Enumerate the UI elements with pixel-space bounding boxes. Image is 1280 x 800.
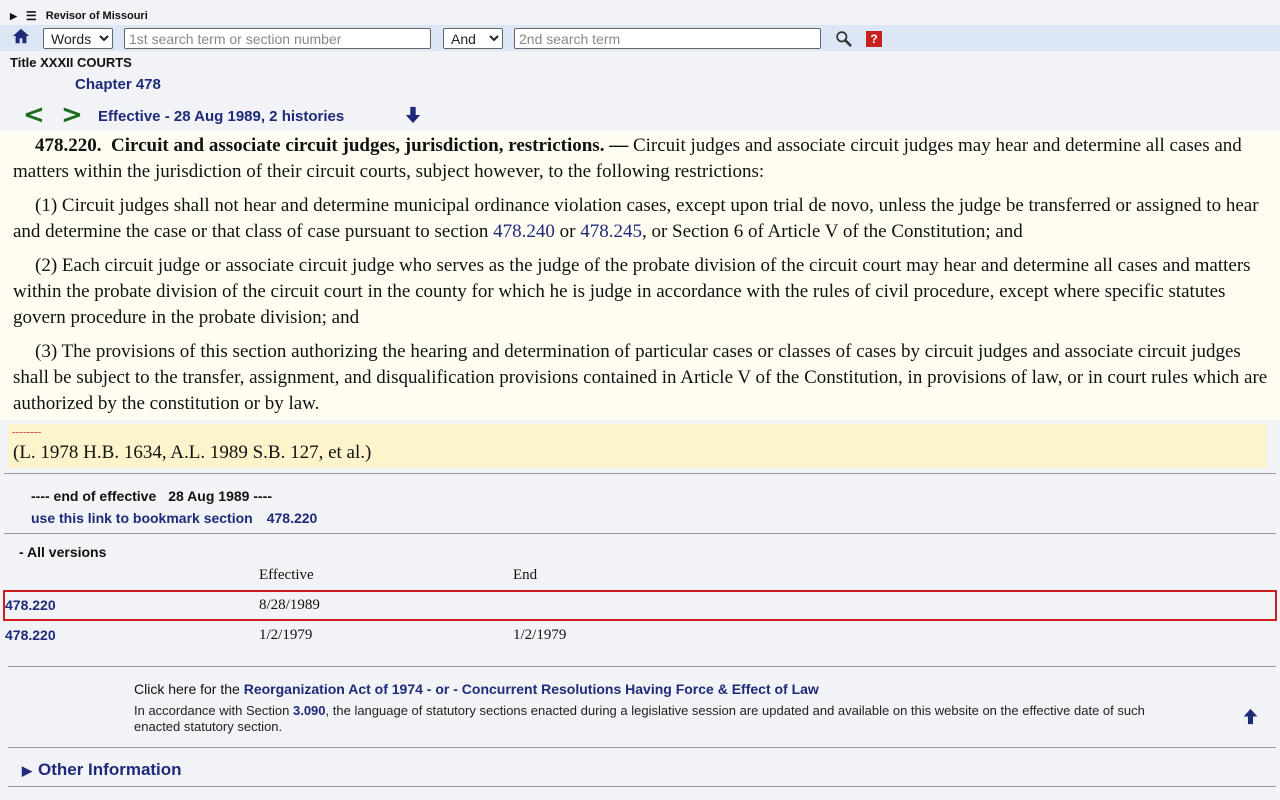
first-search-term-input[interactable] [124,28,431,49]
column-header-effective: Effective [259,567,314,583]
home-icon[interactable] [12,27,30,45]
bookmark-link[interactable] [31,510,317,526]
menu-icon[interactable]: ☰ [25,9,37,23]
section-number: 478.220. [35,135,102,156]
version-row [3,621,1277,652]
end-effective-suffix: ---- [253,488,272,504]
previous-section-button[interactable]: < [23,100,45,130]
site-title[interactable]: Revisor of Missouri [45,10,148,22]
divider [8,747,1276,748]
statute-text [0,131,1280,420]
section-title: Circuit and associate circuit judges, jurisdiction, restrictions. — [111,135,629,156]
effective-date-link[interactable]: Effective - 28 Aug 1989, 2 histories [98,108,345,125]
other-information-label[interactable]: Other Information [38,760,182,779]
section-478-240-link[interactable]: 478.240 [493,221,555,242]
search-operator-select[interactable] [443,28,503,49]
reorganization-act-link[interactable]: Reorganization Act of 1974 - or - Concurrent Resolutions Having Force & Effect of Law [243,681,819,697]
search-bar [0,25,1280,51]
divider [4,533,1276,534]
history-divider: -------- [12,426,42,438]
divider [4,473,1276,474]
bookmark-label[interactable]: use this link to bookmark section [31,510,253,526]
all-versions-toggle[interactable]: - All versions [19,544,107,560]
column-header-end: End [513,567,538,583]
version-effective-date: 1/2/1979 [259,627,313,643]
search-mode-select[interactable] [43,28,113,49]
title-heading: Title XXXII COURTS [10,55,132,70]
version-row-current [3,590,1277,621]
bookmark-section[interactable]: 478.220 [266,510,318,526]
section-3-090-link[interactable]: 3.090 [292,703,326,718]
version-nav [0,100,1280,130]
expand-triangle-icon: ▶ [22,763,32,778]
arrow-down-icon[interactable] [404,106,422,124]
subsection-1-text: (1) Circuit judges shall not hear and determine municipal ordinance violation cases, except upon trial de novo, unless the judge be transferred or assigned to hear and determine the case or that class of case pursuant to section [13,195,1259,242]
version-section-link[interactable]: 478.220 [5,627,56,643]
help-icon[interactable]: ? [866,31,882,47]
history-box [8,424,1267,468]
chapter-link[interactable]: Chapter 478 [75,76,161,93]
end-of-effective [31,488,272,504]
divider [8,666,1276,667]
subsection-1-or: or [554,221,581,242]
arrow-up-icon[interactable] [1242,708,1259,725]
subsection-1 [13,193,1273,245]
section-478-245-link[interactable]: 478.245 [580,221,642,242]
expand-triangle-icon[interactable]: ▶ [10,10,17,21]
end-effective-date: 28 Aug 1989 [168,488,250,504]
subsection-3: (3) The provisions of this section authorizing the hearing and determination of particular cases or classes of cases by circuit judges and associate circuit judges shall be subject to the transfer, assignment, and disqualification provisions contained in Article V of the Constitution, in provisions of law, or in court rules which are authorized by the constitution or by law. [13,341,1268,414]
note-suffix: , the language of statutory sections enacted during a legislative session are updated and available on this website on the effective date of such enacted statutory section. [134,703,1145,734]
reorganization-note [134,681,1154,697]
effective-date-note [134,703,1154,735]
version-effective-date: 8/28/1989 [259,597,320,613]
subsection-2: (2) Each circuit judge or associate circuit judge who serves as the judge of the probate division of the circuit court may hear and determine all cases and matters within the probate division of the circuit court in the county for which he is judge in accordance with the rules of civil procedure, except where specific statutes govern procedure in the probate division; and [13,255,1251,328]
history-text: (L. 1978 H.B. 1634, A.L. 1989 S.B. 127, et al.) [13,442,372,463]
end-effective-prefix: ---- end of effective [31,488,157,504]
version-section-link[interactable]: 478.220 [5,597,56,613]
note-prefix: In accordance with Section [134,703,293,718]
next-section-button[interactable]: > [61,100,83,130]
search-icon[interactable] [835,30,852,47]
version-end-date: 1/2/1979 [513,627,567,643]
subsection-1-tail: , or Section 6 of Article V of the Constitution; and [641,221,1023,242]
second-search-term-input[interactable] [514,28,821,49]
section-intro: Circuit judges and associate circuit judges may hear and determine all cases and matters within the jurisdiction of their circuit courts, subject however, to the following restrictions: [13,135,1242,182]
divider [8,786,1276,787]
reorganization-prefix: Click here for the [134,681,244,697]
other-information-toggle[interactable] [22,760,182,780]
statute-heading-paragraph [13,133,1273,185]
site-header [10,9,148,23]
